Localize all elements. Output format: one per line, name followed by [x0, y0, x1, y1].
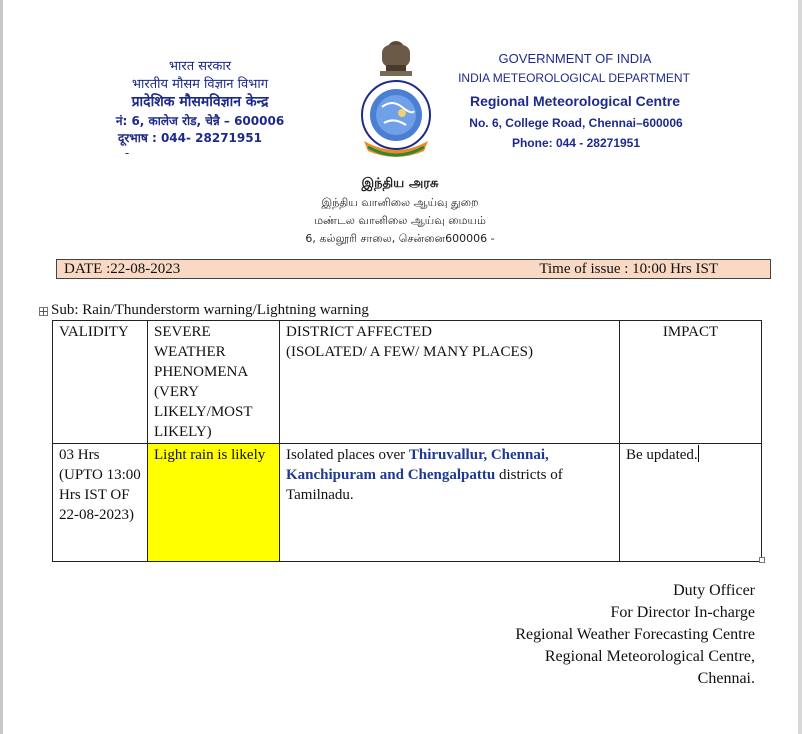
hindi-line-5: दूरभाष : 044- 28271951 — [118, 131, 262, 145]
district-names: Thiruvallur, Chennai, Kanchipuram and Chengalpattu — [286, 447, 549, 483]
text-cursor — [698, 445, 699, 462]
header-validity: VALIDITY — [53, 321, 148, 444]
time-of-issue: Time of issue : 10:00 Hrs IST — [539, 261, 718, 277]
header-district — [280, 321, 620, 444]
english-line-1: GOVERNMENT OF INDIA — [498, 51, 652, 66]
signature-line-1: Duty Officer — [673, 582, 755, 599]
window-right-edge — [798, 0, 802, 734]
warning-table — [52, 320, 762, 562]
signature-block — [515, 580, 755, 690]
district-suffix: districts of Tamilnadu. — [286, 467, 563, 503]
table-move-handle[interactable] — [39, 307, 48, 316]
date-time-bar — [56, 259, 771, 279]
signature-line-4: Regional Meteorological Centre, — [544, 648, 755, 665]
impact-text: Be updated. — [626, 447, 698, 463]
cell-impact[interactable] — [620, 444, 762, 562]
district-prefix: Isolated places over — [286, 447, 406, 463]
table-row — [53, 444, 762, 562]
imd-emblem-icon — [356, 37, 436, 161]
hindi-dash: - — [124, 146, 130, 160]
hindi-line-1: भारत सरकार — [168, 59, 232, 74]
signature-line-3: Regional Weather Forecasting Centre — [515, 626, 755, 643]
english-line-4: No. 6, College Road, Chennai–600006 — [469, 116, 683, 130]
hindi-line-3: प्रादेशिक मौसमविज्ञान केन्द्र — [131, 94, 269, 110]
table-header-row — [53, 321, 762, 444]
window-left-edge — [0, 0, 3, 734]
cell-districts — [280, 444, 620, 562]
hindi-line-2: भारतीय मौसम विज्ञान विभाग — [131, 77, 269, 92]
tamil-line-2: இந்திய வானிலை ஆய்வு துறை — [321, 196, 479, 209]
english-line-3: Regional Meteorological Centre — [469, 93, 681, 109]
subject-line: Sub: Rain/Thunderstorm warning/Lightning warning — [51, 302, 369, 318]
table-resize-handle[interactable] — [759, 557, 765, 563]
header-district-line-2: (ISOLATED/ A FEW/ MANY PLACES) — [286, 344, 533, 360]
tamil-line-4: 6, கல்லூரி சாலை, சென்னை600006 - — [305, 232, 495, 245]
hindi-line-4: नं: 6, कालेज रोड, चेन्नै – 600006 — [115, 114, 285, 128]
issue-date: DATE :22-08-2023 — [64, 261, 181, 277]
tamil-line-1: இந்திய அரசு — [361, 176, 439, 191]
signature-line-2: For Director In-charge — [610, 604, 755, 621]
signature-line-5: Chennai. — [697, 670, 755, 687]
english-line-2: INDIA METEOROLOGICAL DEPARTMENT — [458, 71, 690, 85]
header-phenomena: SEVERE WEATHER PHENOMENA (VERY LIKELY/MOST LIKELY) — [148, 321, 280, 444]
header-impact: IMPACT — [620, 321, 762, 444]
header-district-line-1: DISTRICT AFFECTED — [286, 324, 432, 340]
cell-validity: 03 Hrs (UPTO 13:00 Hrs IST OF 22-08-2023) — [53, 444, 148, 562]
tamil-line-3: மண்டல வானிலை ஆய்வு மையம் — [314, 214, 486, 227]
english-line-5: Phone: 044 - 28271951 — [511, 136, 641, 150]
cell-phenomena: Light rain is likely — [148, 444, 280, 562]
